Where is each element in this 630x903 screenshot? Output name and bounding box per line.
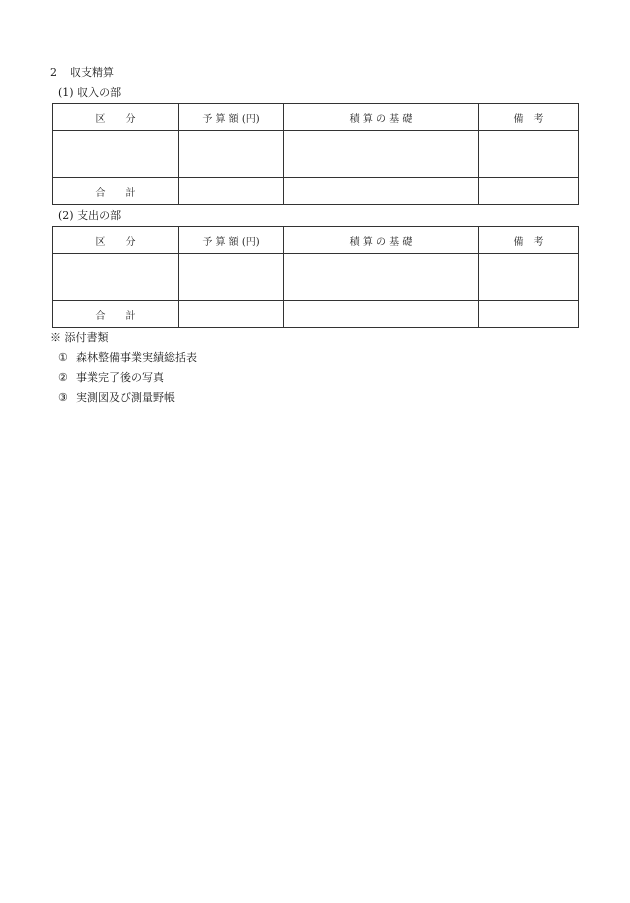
income-total-basis[interactable] — [284, 178, 479, 205]
income-total-remarks[interactable] — [479, 178, 579, 205]
expense-total-budget[interactable] — [179, 301, 284, 328]
section-number: 2 — [50, 66, 57, 79]
attachment-mark: ③ — [58, 391, 68, 404]
expense-total-label: 合 計 — [53, 301, 179, 328]
income-header-row — [53, 104, 579, 131]
expense-cell-budget[interactable] — [179, 254, 284, 301]
expense-header-remarks: 備 考 — [479, 227, 579, 254]
expense-total-remarks[interactable] — [479, 301, 579, 328]
income-cell-budget[interactable] — [179, 131, 284, 178]
attachment-mark: ② — [58, 371, 68, 384]
expense-header-budget: 予 算 額 (円) — [179, 227, 284, 254]
income-cell-category[interactable] — [53, 131, 179, 178]
attachment-mark: ① — [58, 351, 68, 364]
expense-cell-basis[interactable] — [284, 254, 479, 301]
income-body-row — [53, 131, 579, 178]
income-table — [52, 103, 579, 205]
expense-header-category: 区 分 — [53, 227, 179, 254]
income-header-budget: 予 算 額 (円) — [179, 104, 284, 131]
income-total-label: 合 計 — [53, 178, 179, 205]
expense-header-row — [53, 227, 579, 254]
expense-header-basis: 積 算 の 基 礎 — [284, 227, 479, 254]
attachment-text: 事業完了後の写真 — [76, 371, 164, 384]
income-subheading: (1) 収入の部 — [58, 86, 122, 99]
section-title: 収支精算 — [70, 66, 114, 79]
income-header-basis: 積 算 の 基 礎 — [284, 104, 479, 131]
attachment-text: 実測図及び測量野帳 — [76, 391, 175, 404]
attachment-item — [58, 371, 164, 385]
section-heading — [50, 66, 114, 80]
attachment-item — [58, 391, 175, 405]
expense-table — [52, 226, 579, 328]
income-cell-remarks[interactable] — [479, 131, 579, 178]
income-header-remarks: 備 考 — [479, 104, 579, 131]
income-header-category: 区 分 — [53, 104, 179, 131]
attachment-text: 森林整備事業実績総括表 — [76, 351, 197, 364]
income-total-budget[interactable] — [179, 178, 284, 205]
expense-subheading: (2) 支出の部 — [58, 209, 122, 222]
attachment-item — [58, 351, 197, 365]
expense-cell-category[interactable] — [53, 254, 179, 301]
income-cell-basis[interactable] — [284, 131, 479, 178]
income-total-row — [53, 178, 579, 205]
expense-total-basis[interactable] — [284, 301, 479, 328]
expense-total-row — [53, 301, 579, 328]
attachments-title: ※ 添付書類 — [50, 331, 109, 344]
expense-body-row — [53, 254, 579, 301]
expense-cell-remarks[interactable] — [479, 254, 579, 301]
